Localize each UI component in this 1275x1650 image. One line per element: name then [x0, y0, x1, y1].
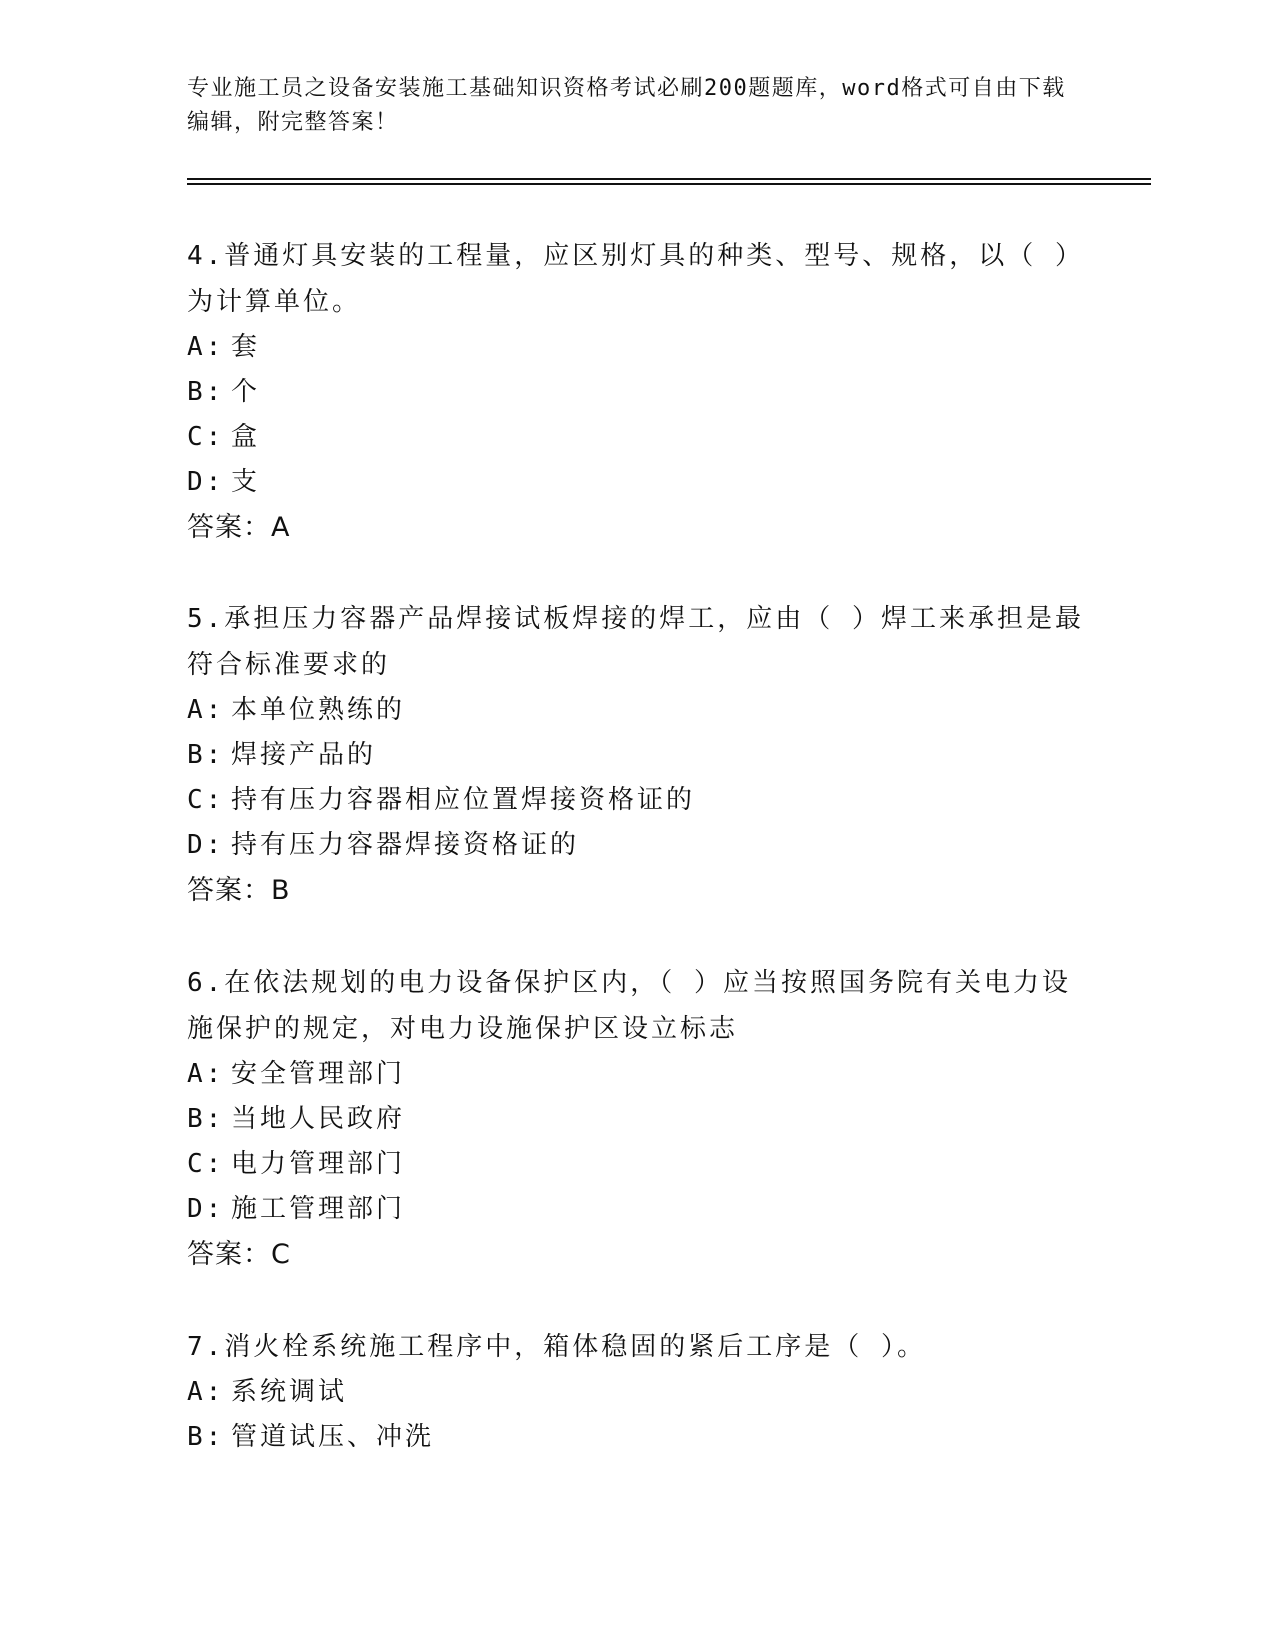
question-text: 5.承担压力容器产品焊接试板焊接的焊工，应由（ ）焊工来承担是最符合标准要求的 — [187, 604, 1084, 680]
header-divider-top — [187, 178, 1151, 180]
document-header: 专业施工员之设备安装施工基础知识资格考试必刷200题题库，word格式可自由下载编辑，附完整答案！ — [187, 76, 1066, 135]
option-b — [187, 1097, 1087, 1142]
option-key: C: — [187, 422, 225, 452]
option-text: 管道试压、冲洗 — [231, 1422, 435, 1452]
option-d — [187, 460, 1087, 505]
option-key: D: — [187, 830, 225, 860]
header-divider-bottom — [187, 183, 1151, 185]
question-block — [187, 960, 1087, 1278]
option-c — [187, 1142, 1087, 1187]
question-text: 7.消火栓系统施工程序中，箱体稳固的紧后工序是（ ）。 — [187, 1332, 926, 1362]
option-key: B: — [187, 1422, 225, 1452]
answer-line: 答案：C — [187, 1239, 291, 1270]
option-text: 套 — [231, 332, 261, 362]
option-key: A: — [187, 1377, 225, 1407]
option-b — [187, 370, 1087, 415]
option-text: 持有压力容器焊接资格证的 — [231, 830, 580, 860]
option-text: 盒 — [231, 422, 261, 452]
option-key: B: — [187, 377, 225, 407]
question-text: 6.在依法规划的电力设备保护区内，（ ）应当按照国务院有关电力设施保护的规定，对电力设施保护区设立标志 — [187, 968, 1071, 1044]
option-text: 系统调试 — [231, 1377, 348, 1407]
question-block — [187, 233, 1087, 551]
option-a — [187, 1052, 1087, 1097]
option-text: 安全管理部门 — [231, 1059, 406, 1089]
option-key: B: — [187, 740, 225, 770]
option-text: 本单位熟练的 — [231, 695, 406, 725]
option-c — [187, 778, 1087, 823]
option-key: B: — [187, 1104, 225, 1134]
option-d — [187, 1187, 1087, 1232]
option-text: 电力管理部门 — [231, 1149, 406, 1179]
question-text: 4.普通灯具安装的工程量，应区别灯具的种类、型号、规格，以（ ）为计算单位。 — [187, 241, 1084, 317]
option-a — [187, 688, 1087, 733]
option-b — [187, 733, 1087, 778]
answer-line: 答案：B — [187, 875, 291, 906]
option-b — [187, 1415, 1087, 1460]
option-key: D: — [187, 467, 225, 497]
option-key: A: — [187, 695, 225, 725]
question-block — [187, 596, 1087, 914]
option-key: A: — [187, 332, 225, 362]
option-text: 焊接产品的 — [231, 740, 377, 770]
option-key: A: — [187, 1059, 225, 1089]
option-text: 支 — [231, 467, 261, 497]
question-block — [187, 1324, 1087, 1460]
option-text: 当地人民政府 — [231, 1104, 406, 1134]
option-a — [187, 1370, 1087, 1415]
answer-line: 答案：A — [187, 512, 291, 543]
option-c — [187, 415, 1087, 460]
option-key: C: — [187, 1149, 225, 1179]
option-text: 施工管理部门 — [231, 1194, 406, 1224]
option-text: 个 — [231, 377, 261, 407]
option-d — [187, 823, 1087, 868]
option-key: C: — [187, 785, 225, 815]
option-key: D: — [187, 1194, 225, 1224]
option-a — [187, 325, 1087, 370]
option-text: 持有压力容器相应位置焊接资格证的 — [231, 785, 696, 815]
